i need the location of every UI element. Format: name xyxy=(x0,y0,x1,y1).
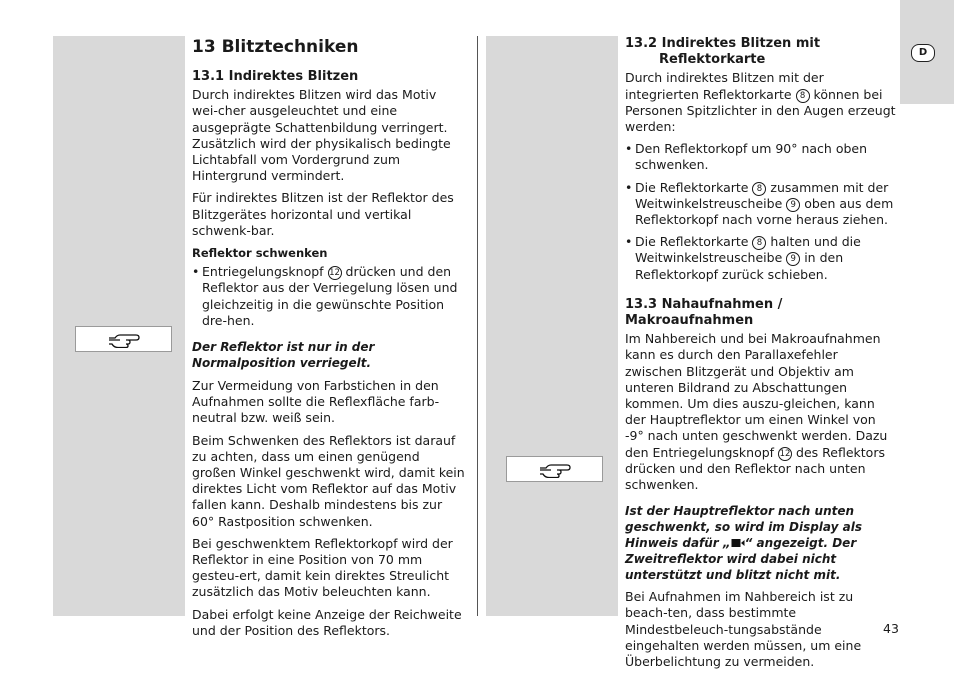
list-item: • Die Reflektorkarte 8 halten und die Weitwinkelstreuscheibe 9 in den Reflektorkopf zurück schieben. xyxy=(625,234,897,283)
callout-number: 12 xyxy=(329,268,340,279)
section-heading-13-2: 13.2 Indirektes Blitzen mit Reflektorkarte xyxy=(625,36,821,68)
pointing-hand-icon xyxy=(537,460,573,478)
section-heading-13-1: 13.1 Indirektes Blitzen xyxy=(192,69,359,84)
note-hint-box-right xyxy=(506,456,603,482)
right-margin-column xyxy=(486,36,618,616)
note-hint-box-left xyxy=(75,326,172,352)
macro-display-icon xyxy=(731,538,745,548)
callout-number: 9 xyxy=(786,252,800,266)
subheading-reflektor-schwenken: Reflektor schwenken xyxy=(192,246,328,261)
paragraph: Dabei erfolgt keine Anzeige der Reichweite und der Position des Reflektors. xyxy=(192,606,462,638)
bullet-list xyxy=(625,141,897,283)
note-text: Der Reflektor ist nur in der Normalposition verriegelt. xyxy=(192,340,375,371)
left-text-column xyxy=(192,37,466,645)
paragraph: Bei Aufnahmen im Nahbereich ist zu beach-ten, dass bestimmte Mindestbeleuch-tungsabstände eingehalten werden müssen, um eine Überbelichtung zu vermeiden. xyxy=(625,589,862,670)
list-item: • Entriegelungsknopf 12 drücken und den Reflektor aus der Verriegelung lösen und gleichzeitig in die gewünschte Position dre-hen. xyxy=(192,264,466,329)
paragraph: Zur Vermeidung von Farbstichen in den Aufnahmen sollte die Reflexfläche farb-neutral bzw. weiß sein. xyxy=(192,378,440,426)
language-tab-label: D xyxy=(911,44,935,62)
callout-number: 8 xyxy=(752,236,766,250)
pointing-hand-icon xyxy=(106,330,142,348)
column-divider xyxy=(477,36,478,616)
note-text: Ist der Hauptreflektor nach unten geschwenkt, so wird im Display als Hinweis dafür „ “ angezeigt. Der Zweitreflektor wird dabei nicht unterstützt und blitzt nicht mit. xyxy=(625,504,862,583)
section-heading-13-3: 13.3 Nahaufnahmen / Makroaufnahmen xyxy=(625,296,783,329)
list-item: • Den Reflektorkopf um 90° nach oben schwenken. xyxy=(625,141,897,173)
callout-number: 8 xyxy=(752,182,766,196)
paragraph: Durch indirektes Blitzen mit der integrierten Reflektorkarte 8 können bei Personen Spitzlichter in den Augen erzeugt werden: xyxy=(625,70,896,135)
chapter-title: 13 Blitztechniken xyxy=(192,37,359,57)
paragraph: Beim Schwenken des Reflektors ist darauf zu achten, dass um einen genügend großen Winkel geschwenkt wird, damit kein direktes Licht vom Reflektor auf das Motiv fallen kann. Deshalb mindestens bis zur 60° Rastposition schwenken. xyxy=(192,432,465,529)
right-text-column xyxy=(625,36,897,676)
paragraph: Für indirektes Blitzen ist der Reflektor des Blitzgerätes horizontal und vertikal schwenk-bar. xyxy=(192,190,454,238)
page-number: 43 xyxy=(883,621,899,636)
callout-number: 8 xyxy=(796,89,810,103)
list-item: • Die Reflektorkarte 8 zusammen mit der Weitwinkelstreuscheibe 9 oben aus dem Reflektorkopf nach vorne heraus ziehen. xyxy=(625,180,897,229)
paragraph: Im Nahbereich und bei Makroaufnahmen kann es durch den Parallaxefehler zwischen Blitzgerät und Objektiv am unteren Bildrand zu Abschattungen kommen. Um dies auszu-gleichen, kann der Hauptreflektor um einen Winkel von -9° nach unten geschwenkt werden. Dazu den Entriegelungsknopf 12 des Reflektors drücken und den Reflektor nach unten schwenken. xyxy=(625,331,888,493)
callout-number: 12 xyxy=(779,448,791,459)
callout-number: 9 xyxy=(786,198,800,212)
bullet-list xyxy=(192,264,466,329)
paragraph: Durch indirektes Blitzen wird das Motiv wei-cher ausgeleuchtet und eine ausgeprägte Schattenbildung verringert. Zusätzlich wird der physikalisch bedingte Lichtabfall vom Vordergrund zum Hintergrund vermindert. xyxy=(192,87,451,184)
paragraph: Bei geschwenktem Reflektorkopf wird der Reflektor in eine Position von 70 mm gesteu-ert, damit kein direktes Streulicht zusätzlich das Motiv beleuchten kann. xyxy=(192,535,453,600)
